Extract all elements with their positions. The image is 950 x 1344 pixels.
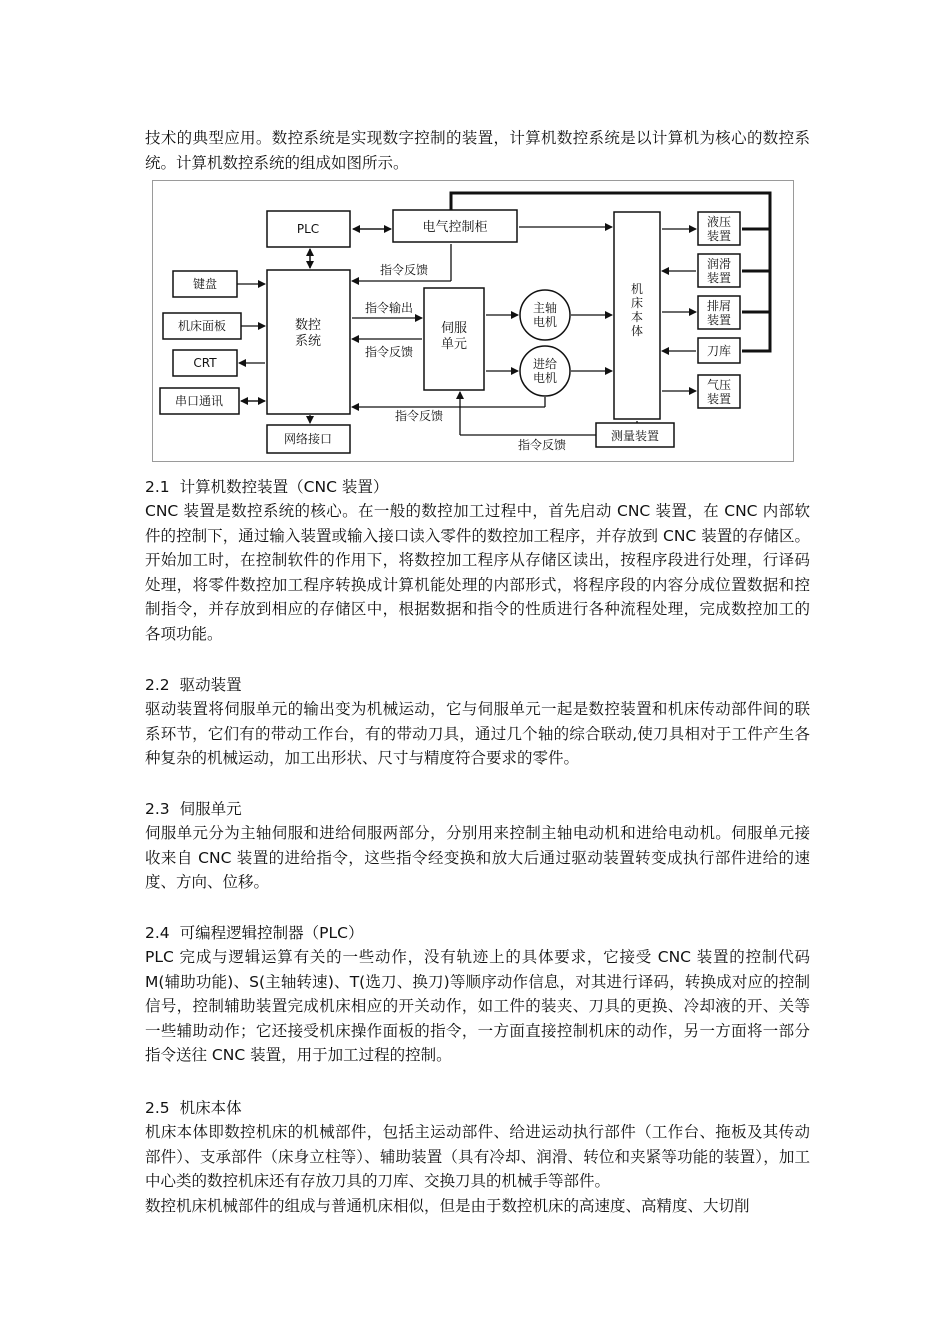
feed-label-1: 进给: [532, 357, 558, 371]
chip-label-2: 装置: [706, 313, 732, 327]
serial-label: 串口通讯: [174, 394, 224, 408]
section-heading-2-4: [145, 921, 363, 945]
section-body-2-1: CNC 装置是数控系统的核心。在一般的数控加工过程中，首先启动 CNC 装置，在 CNC 内部软件的控制下，通过输入装置或输入接口读入零件的数控加工程序，并存放到 CNC 装置的存储区。开始加工时，在控制软件的作用下，将数控加工程序从存储区读出，按程序段进行处理，行译码处理，将零件数控加工程序转换成计算机能处理的内部形式，将程序段的内容分成位置数据和控制指令，并存放到相应的存储区中，根据数据和指令的性质进行各种流程处理，完成数控加工的各项功能。: [145, 502, 810, 643]
section-title: 驱动装置: [179, 676, 242, 694]
hydraulic-label-2: 装置: [706, 229, 732, 243]
section-title: 伺服单元: [179, 800, 242, 818]
output-label: 指令输出: [364, 301, 414, 315]
section-body-2-3: 伺服单元分为主轴伺服和进给伺服两部分，分别用来控制主轴电动机和进给电动机。伺服单元接收来自 CNC 装置的进给指令，这些指令经变换和放大后通过驱动装置转变成执行部件进给的速度、方向、位移。: [145, 824, 810, 892]
pneumatic-label-2: 装置: [706, 392, 732, 406]
plc-label: PLC: [296, 222, 320, 236]
feedback-mid-label: 指令反馈: [364, 345, 414, 359]
section-heading-2-5: [145, 1096, 242, 1120]
feedback-bottom-label: 指令反馈: [517, 438, 567, 452]
lubrication-label-2: 装置: [706, 271, 732, 285]
diagram-svg: [153, 181, 793, 461]
spindle-label-1: 主轴: [532, 301, 558, 315]
cnc-system-diagram: [152, 180, 794, 462]
cnc-label-2: 系统: [294, 334, 322, 349]
cnc-label-1: 数控: [294, 318, 322, 333]
tail-paragraph: 数控机床机械部件的组成与普通机床相似，但是由于数控机床的高速度、高精度、大切削: [145, 1197, 750, 1215]
feedback-top-label: 指令反馈: [379, 263, 429, 277]
crt-label: CRT: [193, 356, 217, 370]
feed-label-2: 电机: [532, 371, 558, 385]
intro-paragraph: 技术的典型应用。数控系统是实现数字控制的装置，计算机数控系统是以计算机为核心的数控系统。计算机数控系统的组成如图所示。: [145, 129, 810, 172]
machine-label-1: 机: [630, 282, 644, 296]
section-number: 2.5: [145, 1099, 170, 1117]
machine-label-4: 体: [630, 324, 644, 338]
hydraulic-label-1: 液压: [706, 215, 732, 229]
section-body-2-4: PLC 完成与逻辑运算有关的一些动作，没有轨迹上的具体要求，它接受 CNC 装置的控制代码 M(辅助功能)、S(主轴转速)、T(选刀、换刀)等顺序动作信息，对其进行译码，转换成对应的控制信号，控制辅助装置完成机床相应的开关动作，如工件的装夹、刀具的更换、冷却液的开、关等一些辅助动作；它还接受机床操作面板的指令，一方面直接控制机床的动作，另一方面将一部分指令送往 CNC 装置，用于加工过程的控制。: [145, 948, 810, 1065]
keyboard-label: 键盘: [192, 277, 218, 291]
lubrication-label-1: 润滑: [706, 257, 732, 271]
machine-label-2: 床: [630, 296, 644, 310]
section-title: 机床本体: [179, 1099, 242, 1117]
toolmag-label: 刀库: [706, 344, 732, 358]
section-number: 2.3: [145, 800, 170, 818]
servo-label-2: 单元: [440, 337, 468, 352]
section-body-2-2: 驱动装置将伺服单元的输出变为机械运动，它与伺服单元一起是数控装置和机床传动部件间的联系环节，它们有的带动工作台，有的带动刀具，通过几个轴的综合联动,使刀具相对于工件产生各种复杂的机械运动，加工出形状、尺寸与精度符合要求的零件。: [145, 700, 810, 768]
section-title: 计算机数控装置（CNC 装置）: [179, 478, 389, 496]
spindle-label-2: 电机: [532, 315, 558, 329]
cabinet-label: 电气控制柜: [422, 220, 488, 235]
section-heading-2-2: [145, 673, 242, 697]
machine-label-3: 本: [630, 310, 644, 324]
section-heading-2-3: [145, 797, 242, 821]
section-title: 可编程逻辑控制器（PLC）: [179, 924, 364, 942]
section-number: 2.1: [145, 478, 170, 496]
chip-label-1: 排屑: [706, 299, 732, 313]
feedback-low-label: 指令反馈: [394, 409, 444, 423]
section-number: 2.4: [145, 924, 170, 942]
servo-label-1: 伺服: [440, 321, 468, 336]
section-body-2-5: 机床本体即数控机床的机械部件，包括主运动部件、给进运动执行部件（工作台、拖板及其传动部件）、支承部件（床身立柱等）、辅助装置（具有冷却、润滑、转位和夹紧等功能的装置），加工中心类的数控机床还有存放刀具的刀库、交换刀具的机械手等部件。: [145, 1123, 810, 1191]
panel-label: 机床面板: [177, 319, 227, 333]
pneumatic-label-1: 气压: [706, 378, 732, 392]
network-label: 网络接口: [283, 432, 333, 446]
section-heading-2-1: [145, 475, 388, 499]
section-number: 2.2: [145, 676, 170, 694]
measure-label: 测量装置: [610, 429, 660, 443]
